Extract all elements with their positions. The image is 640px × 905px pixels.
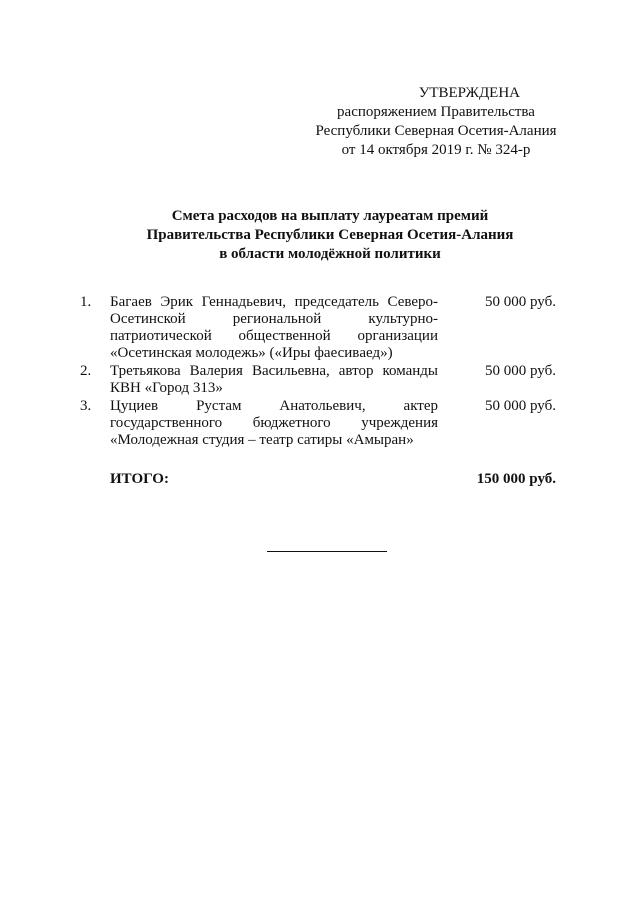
approval-line-republic: Республики Северная Осетия-Алания: [315, 123, 557, 139]
approval-stamp: [300, 84, 572, 160]
closing-divider: [267, 551, 387, 552]
item-description: Багаев Эрик Геннадьевич, председатель Северо-Осетинской региональной культурно-патриотической общественной организации «Осетинская молодежь» («Иры фаесивaед»): [110, 294, 438, 361]
total-amount: 150 000 руб.: [476, 471, 556, 487]
item-number: 3.: [80, 398, 92, 414]
document-title: [100, 207, 560, 264]
approval-line-authority: распоряжением Правительства: [337, 104, 535, 120]
item-amount: 50 000 руб.: [485, 294, 556, 310]
list-item: [80, 363, 556, 397]
title-line-1: Смета расходов на выплату лауреатам премий: [171, 208, 489, 224]
title-line-2: Правительства Республики Северная Осетия-Алания: [146, 227, 514, 243]
expense-list: [80, 294, 556, 450]
list-item: [80, 294, 556, 362]
item-number: 1.: [80, 294, 92, 310]
item-amount: 50 000 руб.: [485, 363, 556, 379]
item-description: Третьякова Валерия Васильевна, автор команды КВН «Город 313»: [110, 363, 438, 396]
title-line-3: в области молодёжной политики: [219, 246, 441, 262]
total-label: ИТОГО:: [110, 471, 169, 487]
approval-heading: УТВЕРЖДЕНА: [418, 85, 520, 101]
item-amount: 50 000 руб.: [485, 398, 556, 414]
item-number: 2.: [80, 363, 92, 379]
approval-line-date-number: от 14 октября 2019 г. № 324-р: [341, 142, 531, 158]
list-item: [80, 398, 556, 449]
item-description: Цуциев Рустам Анатольевич, актер государственного бюджетного учреждения «Молодежная студия – театр сатиры «Амыран»: [110, 398, 438, 448]
total-row: [110, 470, 556, 488]
